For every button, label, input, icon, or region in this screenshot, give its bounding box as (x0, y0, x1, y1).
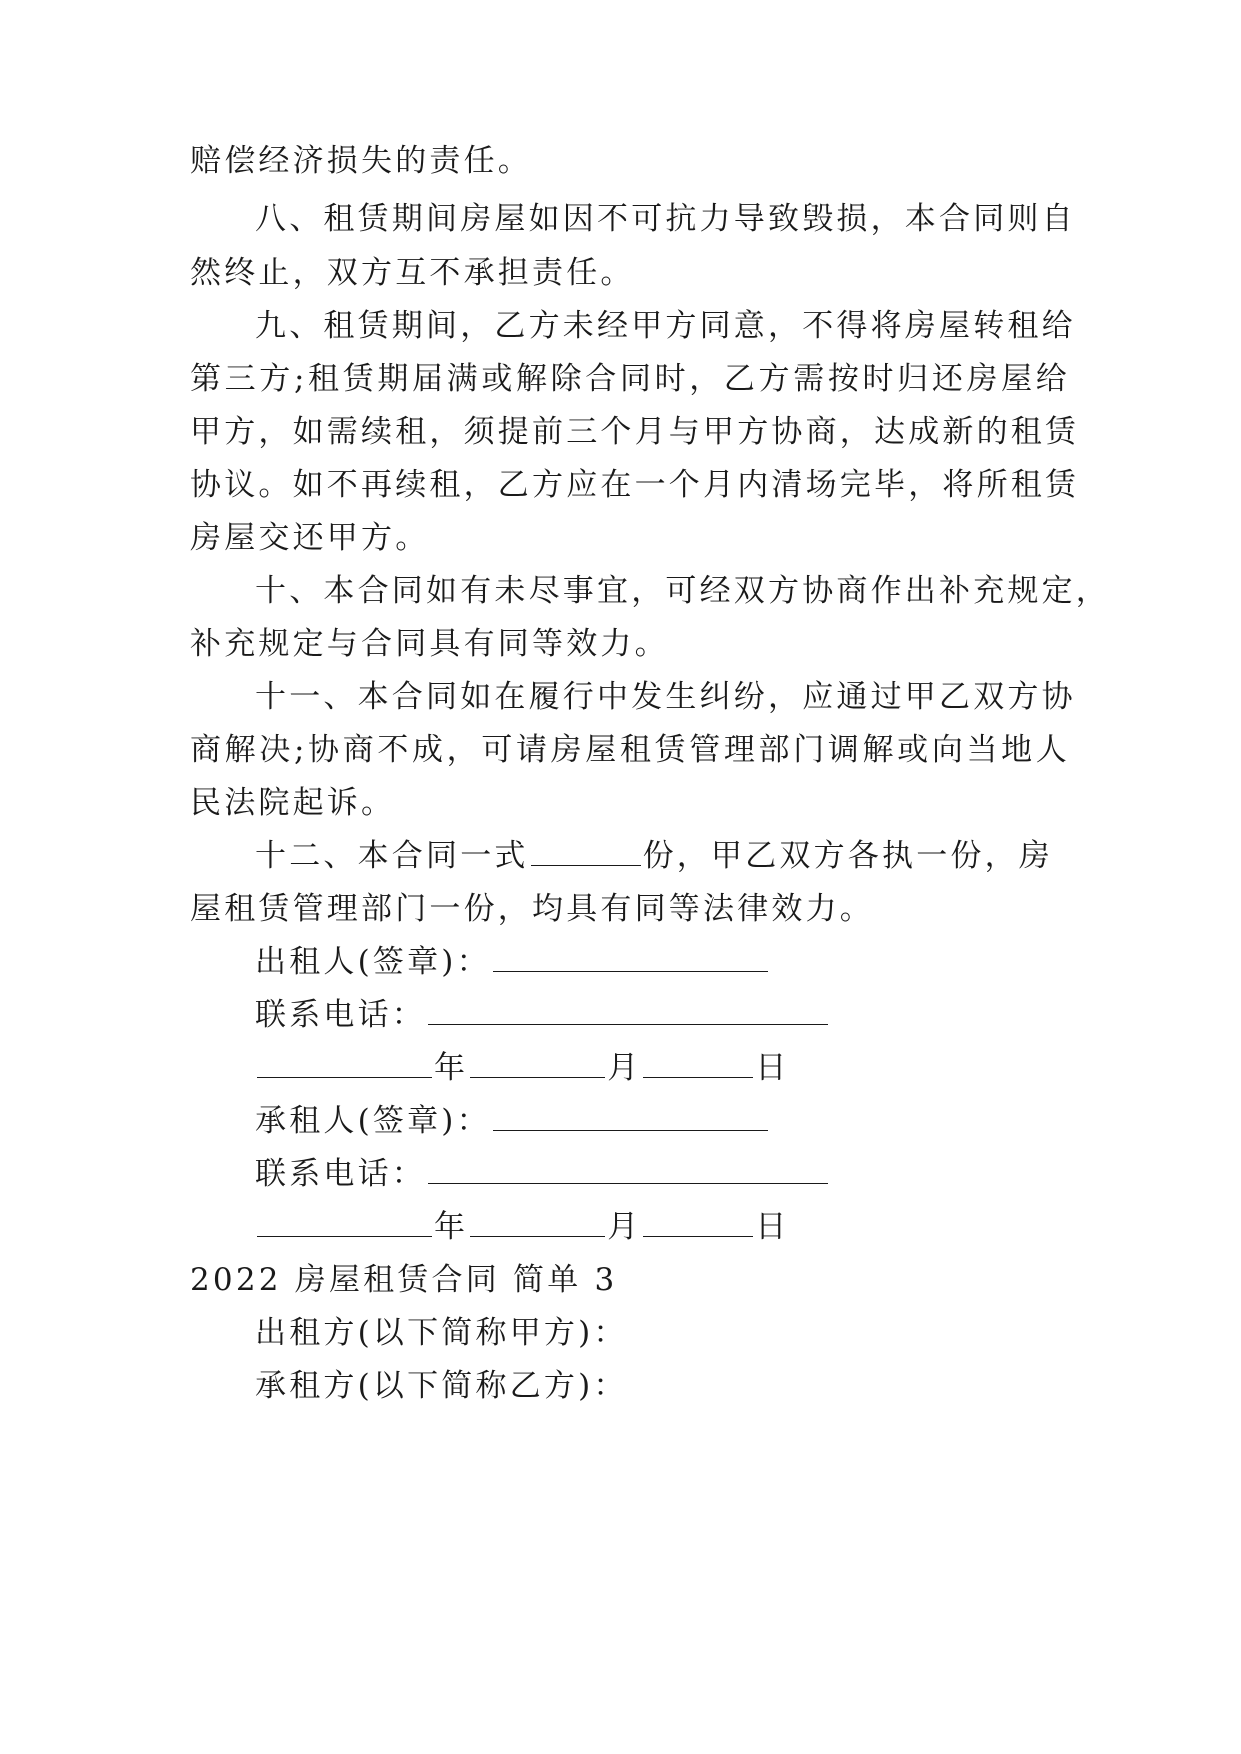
lessee-sign-label: 承租人(签章)： (255, 1103, 491, 1139)
clause-12-text-a: 十二、本合同一式 (255, 838, 529, 874)
lessee-phone-label: 联系电话： (255, 1156, 426, 1192)
lessor-signature-field[interactable] (493, 935, 768, 972)
lessee-date-row (255, 1198, 1070, 1256)
clause-10-line-1: 十、本合同如有未尽事宜，可经双方协商作出补充规定， (255, 573, 1110, 609)
clause-12-line-1 (255, 827, 1070, 885)
lessor-month-label: 月 (607, 1050, 642, 1086)
lessor-signature-row (255, 933, 1070, 991)
lessor-phone-label: 联系电话： (255, 997, 426, 1033)
lessee-year-label: 年 (434, 1209, 469, 1245)
clause-11-line-3: 民法院起诉。 (190, 785, 396, 821)
lessee-day-label: 日 (755, 1209, 790, 1245)
lessor-phone-row (255, 986, 1070, 1044)
clause-9-line-1: 九、租赁期间，乙方未经甲方同意，不得将房屋转租给 (255, 308, 1076, 344)
lessor-day-label: 日 (755, 1050, 790, 1086)
lessee-month-field[interactable] (470, 1200, 605, 1237)
clause-9-line-5: 房屋交还甲方。 (190, 520, 430, 556)
clause-12-text-b: 份，甲乙双方各执一份，房 (642, 838, 1054, 874)
clause-11-line-2: 商解决;协商不成，可请房屋租赁管理部门调解或向当地人 (190, 732, 1070, 768)
lessee-phone-row (255, 1145, 1070, 1203)
clause-9-line-3: 甲方，如需续租，须提前三个月与甲方协商，达成新的租赁 (190, 414, 1080, 450)
lessor-year-field[interactable] (257, 1041, 432, 1078)
lessee-signature-field[interactable] (493, 1094, 768, 1131)
copies-blank[interactable] (531, 829, 641, 866)
clause-9-line-2: 第三方;租赁期届满或解除合同时，乙方需按时归还房屋给 (190, 361, 1070, 397)
clause-10-line-2: 补充规定与合同具有同等效力。 (190, 626, 669, 662)
lessee-party-line: 承租方(以下简称乙方)： (255, 1368, 628, 1404)
lessee-phone-field[interactable] (428, 1147, 828, 1184)
clause-11-line-1: 十一、本合同如在履行中发生纠纷，应通过甲乙双方协 (255, 679, 1076, 715)
lessee-signature-row (255, 1092, 1070, 1150)
lessor-date-row (255, 1039, 1070, 1097)
clause-8-line-2: 然终止，双方互不承担责任。 (190, 255, 635, 291)
lessee-year-field[interactable] (257, 1200, 432, 1237)
lessor-party-line: 出租方(以下简称甲方)： (255, 1315, 628, 1351)
clause-12-line-2: 屋租赁管理部门一份，均具有同等法律效力。 (190, 891, 874, 927)
lessor-month-field[interactable] (470, 1041, 605, 1078)
lessor-phone-field[interactable] (428, 988, 828, 1025)
clause-8-line-1: 八、租赁期间房屋如因不可抗力导致毁损，本合同则自 (255, 201, 1076, 237)
lessor-sign-label: 出租人(签章)： (255, 944, 491, 980)
text-line: 赔偿经济损失的责任。 (190, 143, 532, 179)
lessor-day-field[interactable] (643, 1041, 753, 1078)
clause-9-line-4: 协议。如不再续租，乙方应在一个月内清场完毕，将所租赁 (190, 467, 1080, 503)
lessor-year-label: 年 (434, 1050, 469, 1086)
lessee-month-label: 月 (607, 1209, 642, 1245)
section-title: 2022 房屋租赁合同 简单 3 (190, 1262, 618, 1298)
lessee-day-field[interactable] (643, 1200, 753, 1237)
